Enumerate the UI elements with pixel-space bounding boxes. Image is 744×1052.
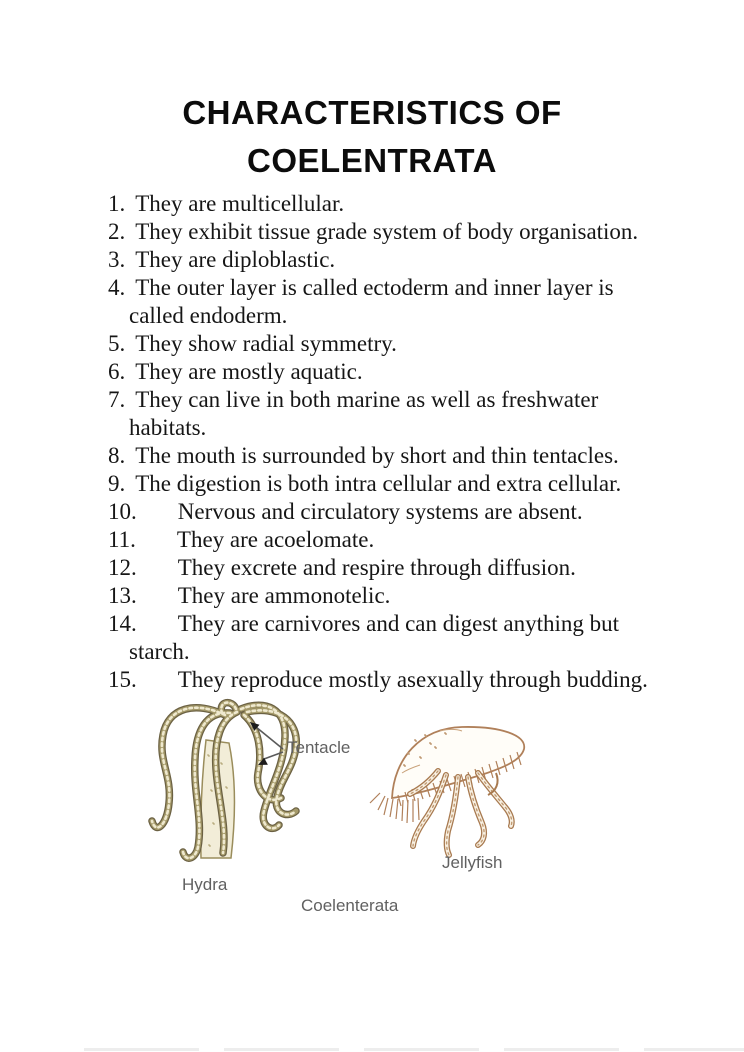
list-item-number: 4. xyxy=(108,275,126,300)
list-item-number: 9. xyxy=(108,471,126,496)
list-item xyxy=(108,442,666,470)
list-item-text: They are mostly aquatic. xyxy=(135,359,363,384)
list-item xyxy=(108,610,666,666)
list-item xyxy=(108,218,666,246)
list-item-number: 2. xyxy=(108,219,126,244)
coelenterata-figure xyxy=(0,695,744,945)
list-item xyxy=(108,526,666,554)
list-item-text: They show radial symmetry. xyxy=(135,331,397,356)
list-item-number: 1. xyxy=(108,191,126,216)
list-item-text: They reproduce mostly asexually through budding. xyxy=(177,667,648,692)
page-title xyxy=(0,89,744,185)
jellyfish-caption: Jellyfish xyxy=(442,853,503,872)
list-item xyxy=(108,330,666,358)
list-item-text: They are ammonotelic. xyxy=(177,583,391,608)
list-item xyxy=(108,582,666,610)
list-item-text: They can live in both marine as well as freshwater habitats. xyxy=(129,387,599,440)
jellyfish-illustration xyxy=(370,727,524,855)
list-item xyxy=(108,274,666,330)
list-item-text: They are carnivores and can digest anything but starch. xyxy=(129,611,620,664)
list-item-number: 14. xyxy=(108,611,137,636)
list-item-number: 6. xyxy=(108,359,126,384)
characteristics-list xyxy=(108,190,666,694)
hydra-illustration xyxy=(152,703,296,859)
list-item-number: 15. xyxy=(108,667,137,692)
figure-caption: Coelenterata xyxy=(301,896,399,915)
list-item-number: 12. xyxy=(108,555,137,580)
list-item-number: 3. xyxy=(108,247,126,272)
scan-edge-artifact xyxy=(84,1048,744,1051)
list-item xyxy=(108,498,666,526)
list-item xyxy=(108,358,666,386)
page-title-line1: CHARACTERISTICS OF xyxy=(182,94,562,131)
list-item-number: 5. xyxy=(108,331,126,356)
list-item-number: 8. xyxy=(108,443,126,468)
list-item-text: Nervous and circulatory systems are absent. xyxy=(177,499,583,524)
list-item xyxy=(108,666,666,694)
list-item-text: They are acoelomate. xyxy=(176,527,375,552)
list-item-text: The outer layer is called ectoderm and inner layer is called endoderm. xyxy=(129,275,614,328)
list-item-text: They exhibit tissue grade system of body organisation. xyxy=(135,219,639,244)
list-item xyxy=(108,470,666,498)
list-item-number: 7. xyxy=(108,387,126,412)
list-item-text: The digestion is both intra cellular and extra cellular. xyxy=(135,471,622,496)
list-item xyxy=(108,386,666,442)
list-item xyxy=(108,246,666,274)
list-item-number: 10. xyxy=(108,499,137,524)
list-item-text: They are diploblastic. xyxy=(135,247,336,272)
tentacle-label: Tentacle xyxy=(287,738,351,757)
tentacle-arrows xyxy=(250,722,283,765)
list-item-text: They are multicellular. xyxy=(135,191,345,216)
hydra-caption: Hydra xyxy=(182,875,228,894)
page-title-line2: COELENTRATA xyxy=(247,142,497,179)
list-item-number: 13. xyxy=(108,583,137,608)
list-item xyxy=(108,554,666,582)
list-item-number: 11. xyxy=(108,527,136,552)
list-item-text: The mouth is surrounded by short and thin tentacles. xyxy=(135,443,619,468)
list-item xyxy=(108,190,666,218)
list-item-text: They excrete and respire through diffusion. xyxy=(177,555,576,580)
